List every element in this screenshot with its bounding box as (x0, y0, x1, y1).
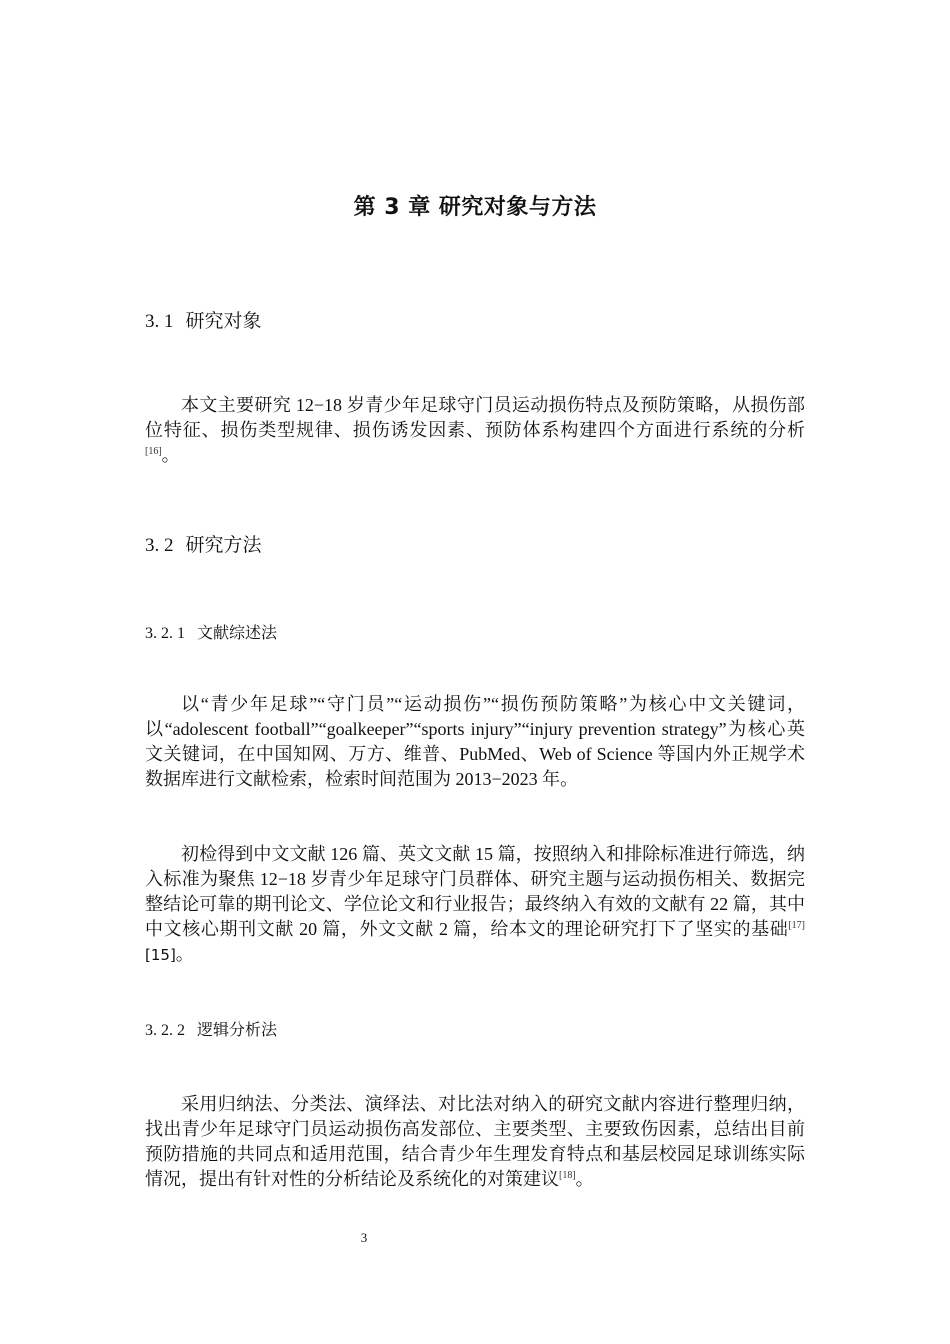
paragraph-text: 采用归纳法、分类法、演绎法、对比法对纳入的研究文献内容进行整理归纳，找出青少年足球守门员运动损伤高发部位、主要类型、主要致伤因素，总结出目前预防措施的共同点和适用范围，结合青少年生理发育特点和基层校园足球训练实际情况，提出有针对性的分析结论及系统化的对策建议 (145, 1094, 805, 1189)
paragraph-end: 。 (575, 1169, 594, 1189)
page-number: 3 (360, 1230, 368, 1245)
section-number: 3. 2 (145, 535, 174, 556)
paragraph-literature-screening (145, 842, 805, 968)
subsection-number: 3. 2. 2 (145, 1022, 185, 1039)
section-title: 研究方法 (185, 534, 262, 556)
paragraph-research-object (145, 393, 805, 468)
subsection-title: 文献综述法 (197, 623, 278, 642)
subsection-heading-3-2-2 (145, 1017, 277, 1040)
section-number: 3. 1 (145, 311, 174, 332)
subsection-heading-3-2-1 (145, 620, 277, 643)
subsection-title: 逻辑分析法 (197, 1020, 278, 1039)
paragraph-end: 。 (161, 445, 180, 465)
chapter-title: 第 3 章 研究对象与方法 (353, 195, 597, 220)
paragraph-text: 本文主要研究 12−18 岁青少年足球守门员运动损伤特点及预防策略，从损伤部位特征、损伤类型规律、损伤诱发因素、预防体系构建四个方面进行系统的分析 (145, 395, 805, 440)
paragraph-literature-search: 以“青少年足球”“守门员”“运动损伤”“损伤预防策略”为核心中文关键词，以“adolescent football”“goalkeeper”“sports injury”“injury prevention strategy”为核心英文关键词，在中国知网、万方、维普、PubMed、Web of Science 等国内外正规学术数据库进行文献检索，检索时间范围为 2013−2023 年。 (145, 694, 805, 789)
citation: [17] (788, 920, 805, 931)
reference-marker: [15] (145, 946, 176, 964)
citation: [16] (145, 446, 162, 457)
subsection-number: 3. 2. 1 (145, 625, 185, 642)
section-heading-3-2 (145, 530, 262, 557)
paragraph-logical-analysis (145, 1092, 805, 1192)
paragraph-text: 初检得到中文文献 126 篇、英文文献 15 篇，按照纳入和排除标准进行筛选，纳入标准为聚焦 12−18 岁青少年足球守门员群体、研究主题与运动损伤相关、数据完整结论可靠的期刊论文、学位论文和行业报告；最终纳入有效的文献有 22 篇，其中中文核心期刊文献 20 篇，外文文献 2 篇，给本文的理论研究打下了坚实的基础 (145, 844, 805, 939)
section-heading-3-1 (145, 306, 262, 333)
paragraph-end: 。 (175, 944, 194, 964)
citation: [18] (559, 1170, 576, 1181)
section-title: 研究对象 (185, 310, 262, 332)
